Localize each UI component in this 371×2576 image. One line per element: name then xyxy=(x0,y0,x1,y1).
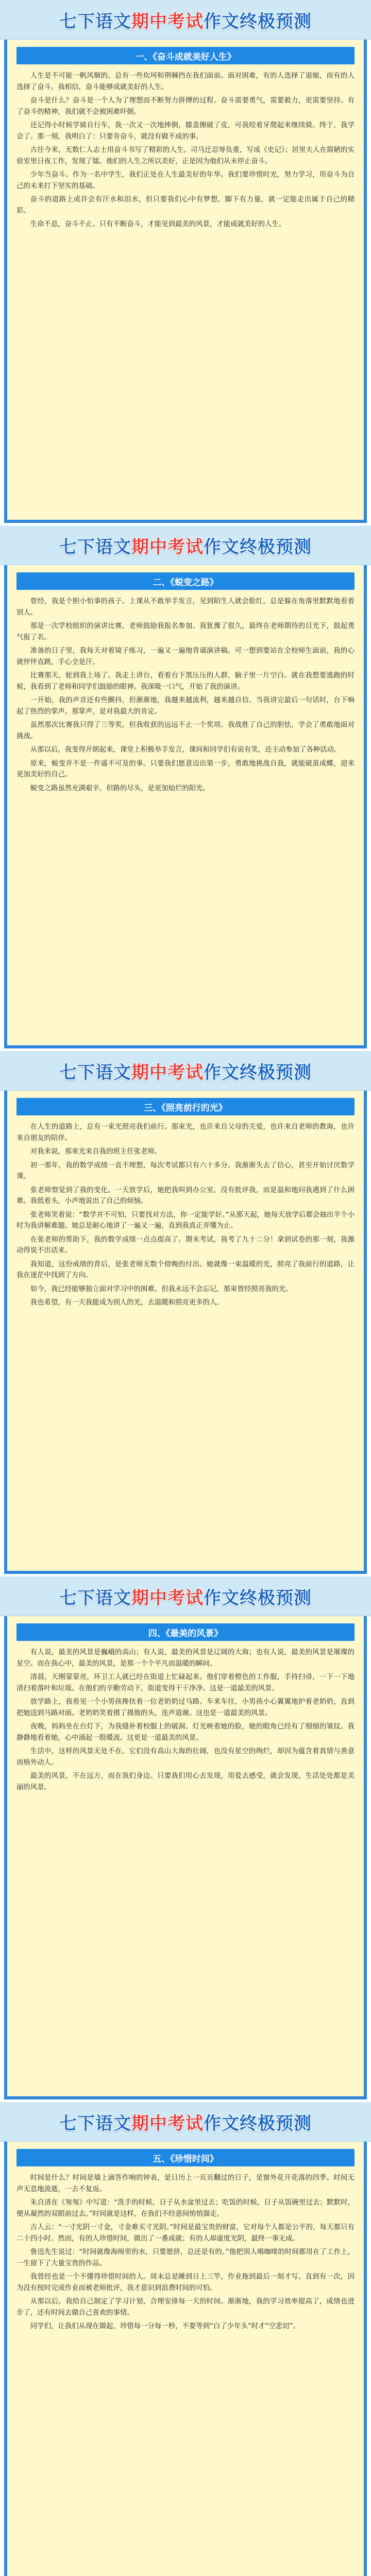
banner-title-highlight: 期中考试 xyxy=(131,1062,204,1083)
essay-paragraph: 对我来说，那束光来自我的班主任张老师。 xyxy=(30,1148,162,1156)
essay-paragraph: 从那以后，我变得开朗起来，课堂上积极举手发言，课间和同学们有说有笑，还主动参加了各种活动。 xyxy=(30,746,341,754)
essay-paragraph: 如今，我已经能够独立面对学习中的困难。但我永远不会忘记，那束曾经照亮我的光。 xyxy=(30,1285,293,1293)
essay-paragraph: 原来，蜕变并不是一件遥不可及的事。只要我们愿意迈出第一步，勇敢地挑战自我，就能破茧成蝶，迎来更加美好的自己。 xyxy=(16,759,355,778)
essay-heading: 三、《照亮前行的光》 xyxy=(16,1098,355,1115)
banner-title-highlight: 期中考试 xyxy=(131,536,204,557)
essay-section xyxy=(0,1577,371,2102)
essay-paragraph: 一开始，我的声音还有些颤抖，但渐渐地，我越来越流利，越来越自信。当我讲完最后一句话时，台下响起了热烈的掌声。那掌声，是对我最大的肯定。 xyxy=(16,697,355,716)
banner-title-highlight: 期中考试 xyxy=(131,2113,204,2134)
essay-heading: 五、《珍惜时间》 xyxy=(16,2149,355,2166)
essay-paragraph: 从那以后，我给自己制定了学习计划，合理安排每一天的时间。渐渐地，我的学习效率提高了，成绩也进步了，还有时间去做自己喜欢的事情。 xyxy=(16,2298,355,2317)
essay-paragraph: 还记得小时候学骑自行车，我一次又一次地摔倒，膝盖擦破了皮，可我咬着牙爬起来继续骑。终于，我学会了。那一刻，我明白了：只要肯奋斗，就没有做不成的事。 xyxy=(16,122,355,141)
banner-title xyxy=(59,7,312,32)
banner-title-part-c: 作文终极预测 xyxy=(204,2113,312,2134)
essay-heading: 四、《最美的风景》 xyxy=(16,1623,355,1641)
banner-title-part-c: 作文终极预测 xyxy=(204,1062,312,1083)
essay-card xyxy=(4,1091,367,1574)
essay-section xyxy=(0,2102,371,2576)
essay-paragraph: 少年当奋斗。作为一名中学生，我们正处在人生最美好的年华。我们要珍惜时光，努力学习，用奋斗为自己的未来打下坚实的基础。 xyxy=(16,171,355,190)
essay-paragraph: 同学们，让我们从现在做起，珍惜每一分每一秒，不要等到“白了少年头”时才“空悲切”。 xyxy=(30,2323,300,2330)
banner-title-highlight: 期中考试 xyxy=(131,1587,204,1608)
banner-title-part-a: 七下语文 xyxy=(59,536,131,557)
essay-paragraph: 张老师察觉到了我的变化。一天放学后，她把我叫到办公室，没有批评我，而是温和地问我遇到了什么困难。我低着头，小声地说出了自己的烦恼。 xyxy=(16,1186,355,1205)
essay-paragraph: 奋斗是什么？奋斗是一个人为了理想而不断努力拼搏的过程。奋斗需要勇气，需要毅力，更需要坚持。有了奋斗的精神，我们就不会被困难吓倒。 xyxy=(16,97,355,116)
banner-title-part-a: 七下语文 xyxy=(59,1062,131,1083)
section-banner xyxy=(0,1577,371,1616)
essay-paragraph: 曾经，我是个胆小怕事的孩子。上课从不敢举手发言，见到陌生人就会脸红，总是躲在角落里默默地看着别人。 xyxy=(16,598,355,617)
essay-paragraph: 比赛那天，轮到我上场了。我走上讲台，看着台下黑压压的人群，脑子里一片空白。就在我想要逃跑的时候，我看到了老师和同学们鼓励的眼神。我深吸一口气，开始了我的演讲。 xyxy=(16,672,355,691)
essay-paragraph: 我也希望，有一天我能成为别人的光，去温暖和照亮更多的人。 xyxy=(30,1299,224,1307)
banner-title-part-c: 作文终极预测 xyxy=(204,1587,312,1608)
essay-paragraph: 时间是什么？时间是墙上滴答作响的钟表，是日历上一页页翻过的日子，是窗外花开花落的四季。时间无声无息地流逝，一去不复返。 xyxy=(16,2174,355,2193)
essay-paragraph: 我知道，这份成绩的背后，是张老师无数个傍晚的付出。她就像一束温暖的光，照亮了我前行的道路，让我在迷茫中找到了方向。 xyxy=(16,1260,355,1279)
essay-paragraph: 清晨，天刚蒙蒙亮，环卫工人就已经在街道上忙碌起来。他们穿着橙色的工作服，手持扫帚，一下一下地清扫着落叶和垃圾。在他们的辛勤劳动下，街道变得干干净净。这是一道最美的风景。 xyxy=(16,1673,355,1692)
banner-title xyxy=(59,533,312,558)
essay-paragraph: 奋斗的道路上或许会有汗水和泪水，但只要我们心中有梦想，脚下有力量，就一定能走出属于自己的精彩。 xyxy=(16,196,355,215)
banner-title xyxy=(59,1058,312,1083)
banner-title-part-a: 七下语文 xyxy=(59,11,131,32)
essay-card xyxy=(4,565,367,1048)
essay-heading: 二、《蜕变之路》 xyxy=(16,572,355,590)
banner-title xyxy=(59,1584,312,1609)
banner-title-part-c: 作文终极预测 xyxy=(204,11,312,32)
essay-paragraph: 准备的日子里，我每天对着镜子练习，一遍又一遍地背诵演讲稿。可一想到要站在全校师生面前，我的心就怦怦直跳，手心全是汗。 xyxy=(16,647,355,666)
essay-section xyxy=(0,1051,371,1577)
essay-paragraph: 朱自清在《匆匆》中写道：“洗手的时候，日子从水盆里过去；吃饭的时候，日子从饭碗里过去；默默时，便从凝然的双眼前过去。”时间就是这样，在我们不经意间悄悄溜走。 xyxy=(16,2199,355,2218)
essay-paragraph: 夜晚，妈妈坐在台灯下，为我缝补着校服上的破洞。灯光映着她的脸，她的眼角已经有了细细的皱纹。我静静地看着她，心中涌起一股暖流。这更是一道最美的风景。 xyxy=(16,1723,355,1742)
section-banner xyxy=(0,526,371,565)
essay-paragraph: 张老师笑着说：“数学并不可怕，只要找对方法，你一定能学好。”从那天起，她每天放学后都会抽出半个小时为我讲解难题。她总是耐心地讲了一遍又一遍，直到我真正弄懂为止。 xyxy=(16,1211,355,1230)
banner-title-part-a: 七下语文 xyxy=(59,2113,131,2134)
banner-title-part-c: 作文终极预测 xyxy=(204,536,312,557)
essay-paragraph: 在人生的道路上，总有一束光照亮我们前行。那束光，也许来自父母的关爱，也许来自老师的教诲，也许来自朋友的陪伴。 xyxy=(16,1123,355,1142)
essay-paragraph: 鲁迅先生说过：“时间就像海绵里的水，只要愿挤，总还是有的。”他把别人喝咖啡的时间都用在了工作上，一生留下了大量宝贵的作品。 xyxy=(16,2248,355,2267)
essay-card xyxy=(4,1616,367,2099)
banner-title-part-a: 七下语文 xyxy=(59,1587,131,1608)
essay-card xyxy=(4,40,367,523)
essay-paragraph: 古人云：“一寸光阴一寸金，寸金难买寸光阴。”时间是最宝贵的财富，它对每个人都是公平的，每天都只有二十四小时。然而，有的人珍惜时间，做出了一番成就；有的人却虚度光阴，最终一事无成。 xyxy=(16,2224,355,2243)
essay-paragraph: 生活中，这样的风景无处不在。它们没有高山大海的壮阔，也没有星空的绚烂，却因为蕴含着真情与善意而格外动人。 xyxy=(16,1748,355,1767)
essay-paragraph: 初一那年，我的数学成绩一直不理想，每次考试都只有六十多分。我渐渐失去了信心，甚至开始讨厌数学课。 xyxy=(16,1161,355,1180)
essay-paragraph: 那是一次学校组织的演讲比赛，老师鼓励我报名参加。我犹豫了很久，最终在老师期待的目光下，鼓起勇气报了名。 xyxy=(16,622,355,641)
essay-heading: 一、《奋斗成就美好人生》 xyxy=(16,47,355,64)
essay-paragraph: 放学路上，我看见一个小男孩搀扶着一位老奶奶过马路。车来车往，小男孩小心翼翼地护着老奶奶，直到把她送到马路对面。老奶奶笑着摸了摸他的头，连声道谢。这也是一道最美的风景。 xyxy=(16,1698,355,1717)
banner-title-highlight: 期中考试 xyxy=(131,11,204,32)
essay-paragraph: 生命不息，奋斗不止。只有不断奋斗，才能见到最美的风景，才能成就美好的人生。 xyxy=(30,221,286,228)
essay-section xyxy=(0,0,371,526)
essay-paragraph: 虽然那次比赛我只得了三等奖，但我收获的远远不止一个奖项。我战胜了自己的胆怯，学会了勇敢地面对挑战。 xyxy=(16,721,355,740)
essay-paragraph: 最美的风景，不在远方，而在我们身边。只要我们用心去发现，用爱去感受，就会发现，生活处处都是美丽的风景。 xyxy=(16,1772,355,1791)
essay-paragraph: 在张老师的帮助下，我的数学成绩一点点提高了。期末考试，我考了九十二分！拿到试卷的那一刻，我激动得说不出话来。 xyxy=(16,1235,355,1255)
essay-section xyxy=(0,526,371,1051)
section-banner xyxy=(0,1051,371,1091)
essay-paragraph: 我曾经也是一个不懂得珍惜时间的人。周末总是睡到日上三竿，作业拖到最后一刻才写。直到有一次，因为没有按时完成作业而被老师批评，我才意识到浪费时间的可怕。 xyxy=(16,2273,355,2292)
essay-paragraph: 古往今来，无数仁人志士用奋斗书写了精彩的人生。司马迁忍辱负重，写成《史记》；居里夫人在简陋的实验室里日夜工作，发现了镭。他们的人生之所以美好，正是因为他们从未停止奋斗。 xyxy=(16,146,355,165)
essay-card xyxy=(4,2142,367,2576)
section-banner xyxy=(0,0,371,40)
essay-paragraph: 蜕变之路虽然充满艰辛，但路的尽头，是更加灿烂的阳光。 xyxy=(30,784,210,792)
banner-title xyxy=(59,2109,312,2134)
essay-paragraph: 有人说，最美的风景是巍峨的高山；有人说，最美的风景是辽阔的大海；也有人说，最美的风景是璀璨的星空。而在我心中，最美的风景，是那一个个平凡而温暖的瞬间。 xyxy=(16,1649,355,1668)
section-banner xyxy=(0,2102,371,2142)
essay-paragraph: 人生是不可能一帆风顺的。总有一些坎坷和荆棘挡在我们面前。面对困难，有的人选择了退缩，而有的人选择了奋斗。我相信，奋斗能够成就美好的人生。 xyxy=(16,72,355,91)
